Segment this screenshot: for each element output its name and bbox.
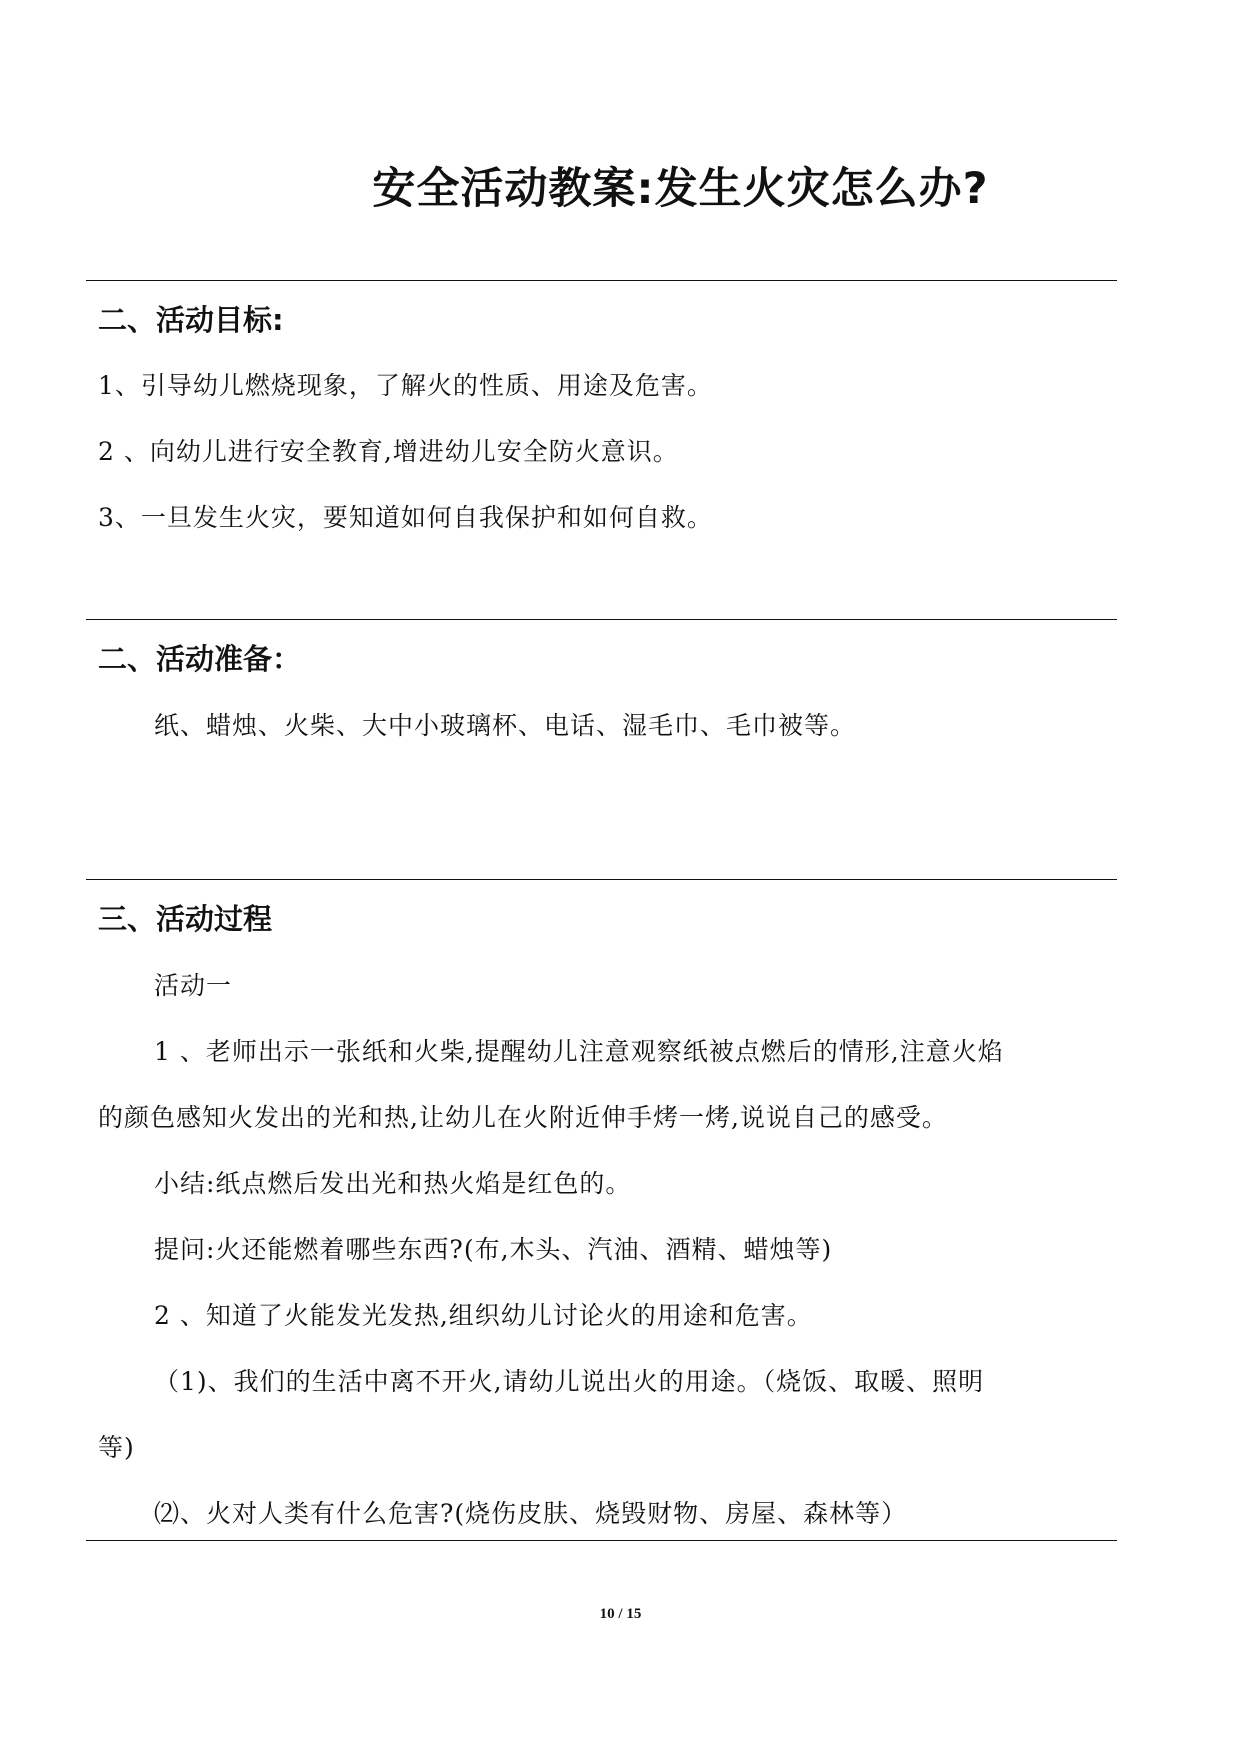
process-line: 提问:火还能燃着哪些东西?(布,木头、汽油、酒精、蜡烛等) xyxy=(154,1235,833,1264)
preparation-text: 纸、蜡烛、火柴、大中小玻璃杯、电话、湿毛巾、毛巾被等。 xyxy=(154,711,857,740)
goal-item: 2 、向幼儿进行安全教育,增进幼儿安全防火意识。 xyxy=(98,437,679,466)
goal-item: 1、引导幼儿燃烧现象，了解火的性质、用途及危害。 xyxy=(98,371,713,400)
section-heading-process: 三、活动过程 xyxy=(98,902,273,936)
section-divider xyxy=(86,879,1117,880)
page-title: 安全活动教案:发生火灾怎么办? xyxy=(372,164,989,214)
process-line: （1)、我们的生活中离不开火,请幼儿说出火的用途。（烧饭、取暖、照明 xyxy=(154,1367,985,1396)
section-heading-preparation: 二、活动准备： xyxy=(98,642,302,676)
process-line: 2 、知道了火能发光发热,组织幼儿讨论火的用途和危害。 xyxy=(154,1301,813,1330)
goal-item: 3、一旦发生火灾，要知道如何自我保护和如何自救。 xyxy=(98,503,713,532)
process-line: 的颜色感知火发出的光和热,让幼儿在火附近伸手烤一烤,说说自己的感受。 xyxy=(98,1103,948,1132)
process-line: 活动一 xyxy=(154,971,233,1000)
process-line: ⑵、火对人类有什么危害?(烧伤皮肤、烧毁财物、房屋、森林等） xyxy=(154,1499,908,1528)
page-number: 10 / 15 xyxy=(599,1606,642,1622)
footer-divider xyxy=(86,1540,1117,1541)
process-line: 小结:纸点燃后发出光和热火焰是红色的。 xyxy=(154,1169,632,1198)
section-divider xyxy=(86,619,1117,620)
process-line: 1 、老师出示一张纸和火柴,提醒幼儿注意观察纸被点燃后的情形,注意火焰 xyxy=(154,1037,1004,1066)
section-divider xyxy=(86,280,1117,281)
process-line: 等) xyxy=(98,1433,135,1462)
section-heading-goals: 二、活动目标: xyxy=(98,303,284,337)
